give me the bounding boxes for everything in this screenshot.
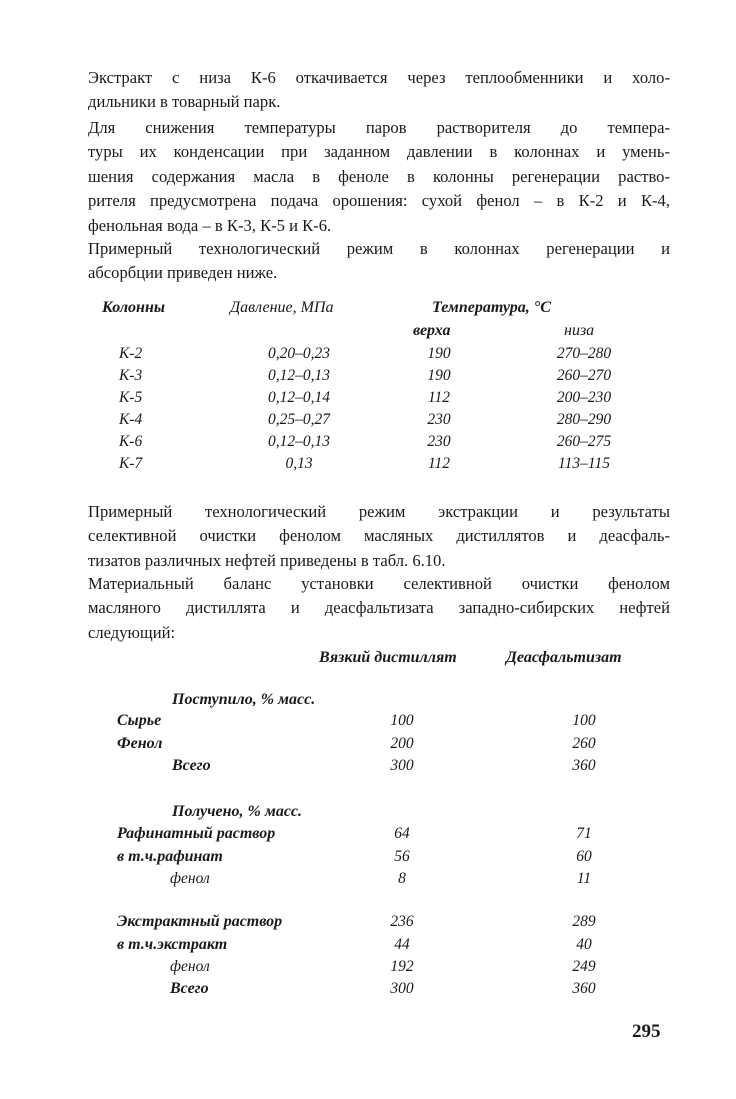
row-label: Всего xyxy=(172,757,211,774)
value-viscous: 300 xyxy=(390,980,414,997)
value-viscous: 8 xyxy=(398,870,406,887)
row-label: Экстрактный раствор xyxy=(117,913,283,930)
paragraph-1 xyxy=(88,66,670,115)
text-line: Примерный технологический режим в колоннах регенерации и xyxy=(88,239,670,258)
text-line: тизатов различных нефтей приведены в табл. 6.10. xyxy=(88,550,446,570)
value-viscous: 236 xyxy=(390,913,414,930)
value-viscous: 200 xyxy=(390,735,414,752)
value-viscous: 56 xyxy=(394,848,410,865)
input-heading: Поступило, % масс. xyxy=(172,691,316,708)
header-temperature: Температура, °С xyxy=(432,299,551,316)
col-top: 112 xyxy=(427,455,451,472)
text-line: Экстракт с низа К-6 откачивается через теплообменники и холо- xyxy=(88,68,670,87)
col-pressure: 0,12–0,13 xyxy=(268,367,330,384)
text-line: Примерный технологический режим экстракции и результаты xyxy=(88,502,670,521)
header-columns: Колонны xyxy=(102,299,165,316)
value-viscous: 300 xyxy=(390,757,414,774)
value-deasphalt: 11 xyxy=(576,870,592,887)
value-deasphalt: 289 xyxy=(572,913,596,930)
row-label: фенол xyxy=(170,870,210,887)
col-bottom: 260–270 xyxy=(556,367,612,384)
text-line: следующий: xyxy=(88,622,176,642)
page-number: 295 xyxy=(632,1021,661,1042)
text-line: шения содержания масла в феноле в колонны регенерации раство- xyxy=(88,166,670,186)
text-line: туры их конденсации при заданном давлении в колоннах и умень- xyxy=(88,142,670,162)
col-name: К-5 xyxy=(119,389,143,406)
value-deasphalt: 360 xyxy=(572,757,596,774)
row-label: Сырье xyxy=(117,712,162,729)
col-name: К-3 xyxy=(119,367,143,384)
row-label: в т.ч.экстракт xyxy=(117,936,228,953)
col-top: 112 xyxy=(427,389,451,406)
output-heading: Получено, % масс. xyxy=(172,803,303,820)
col-name: К-6 xyxy=(119,433,143,450)
paragraph-3 xyxy=(88,237,670,286)
col-top: 230 xyxy=(427,433,451,450)
col-top: 190 xyxy=(427,367,451,384)
value-viscous: 44 xyxy=(394,936,410,953)
col-bottom: 200–230 xyxy=(556,389,612,406)
col-pressure: 0,20–0,23 xyxy=(268,345,330,362)
col-bottom: 260–275 xyxy=(556,433,612,450)
paragraph-2 xyxy=(88,116,670,238)
header-top: верха xyxy=(413,322,451,339)
value-deasphalt: 60 xyxy=(576,848,592,865)
header-deasphaltizate: Деасфальтизат xyxy=(506,649,622,666)
col-bottom: 113–115 xyxy=(558,455,610,472)
col-name: К-7 xyxy=(119,455,143,472)
value-viscous: 100 xyxy=(390,712,414,729)
value-viscous: 64 xyxy=(394,825,410,842)
text-line: дильники в товарный парк. xyxy=(88,92,281,112)
col-name: К-2 xyxy=(119,345,143,362)
row-label: Рафинатный раствор xyxy=(117,825,276,842)
col-bottom: 280–290 xyxy=(556,411,612,428)
text-line: масляного дистиллята и деасфальтизата западно-сибирских нефтей xyxy=(88,598,670,618)
header-bottom: низа xyxy=(564,322,595,339)
text-line: Для снижения температуры паров растворителя до темпера- xyxy=(88,118,670,137)
text-line: селективной очистки фенолом масляных дистиллятов и деасфаль- xyxy=(88,526,670,546)
value-deasphalt: 360 xyxy=(572,980,596,997)
text-line: рителя предусмотрена подача орошения: сухой фенол – в К-2 и К-4, xyxy=(88,191,670,211)
col-pressure: 0,13 xyxy=(285,455,313,472)
value-deasphalt: 249 xyxy=(572,958,596,975)
row-label: Всего xyxy=(170,980,209,997)
row-label: в т.ч.рафинат xyxy=(117,848,223,865)
header-viscous-distillate: Вязкий дистиллят xyxy=(319,649,457,666)
col-pressure: 0,25–0,27 xyxy=(268,411,330,428)
col-top: 190 xyxy=(427,345,451,362)
col-pressure: 0,12–0,13 xyxy=(268,433,330,450)
paragraph-5 xyxy=(88,572,670,645)
text-line: Материальный баланс установки селективной очистки фенолом xyxy=(88,574,670,593)
col-name: К-4 xyxy=(119,411,143,428)
col-top: 230 xyxy=(427,411,451,428)
value-deasphalt: 71 xyxy=(576,825,592,842)
value-deasphalt: 40 xyxy=(576,936,592,953)
col-bottom: 270–280 xyxy=(556,345,612,362)
col-pressure: 0,12–0,14 xyxy=(268,389,330,406)
paragraph-4 xyxy=(88,500,670,573)
row-label: фенол xyxy=(170,958,210,975)
value-viscous: 192 xyxy=(390,958,414,975)
text-line: абсорбции приведен ниже. xyxy=(88,263,278,283)
value-deasphalt: 100 xyxy=(572,712,596,729)
header-pressure: Давление, МПа xyxy=(230,299,334,316)
text-line: фенольная вода – в К-3, К-5 и К-6. xyxy=(88,215,332,235)
row-label: Фенол xyxy=(117,735,163,752)
value-deasphalt: 260 xyxy=(572,735,596,752)
